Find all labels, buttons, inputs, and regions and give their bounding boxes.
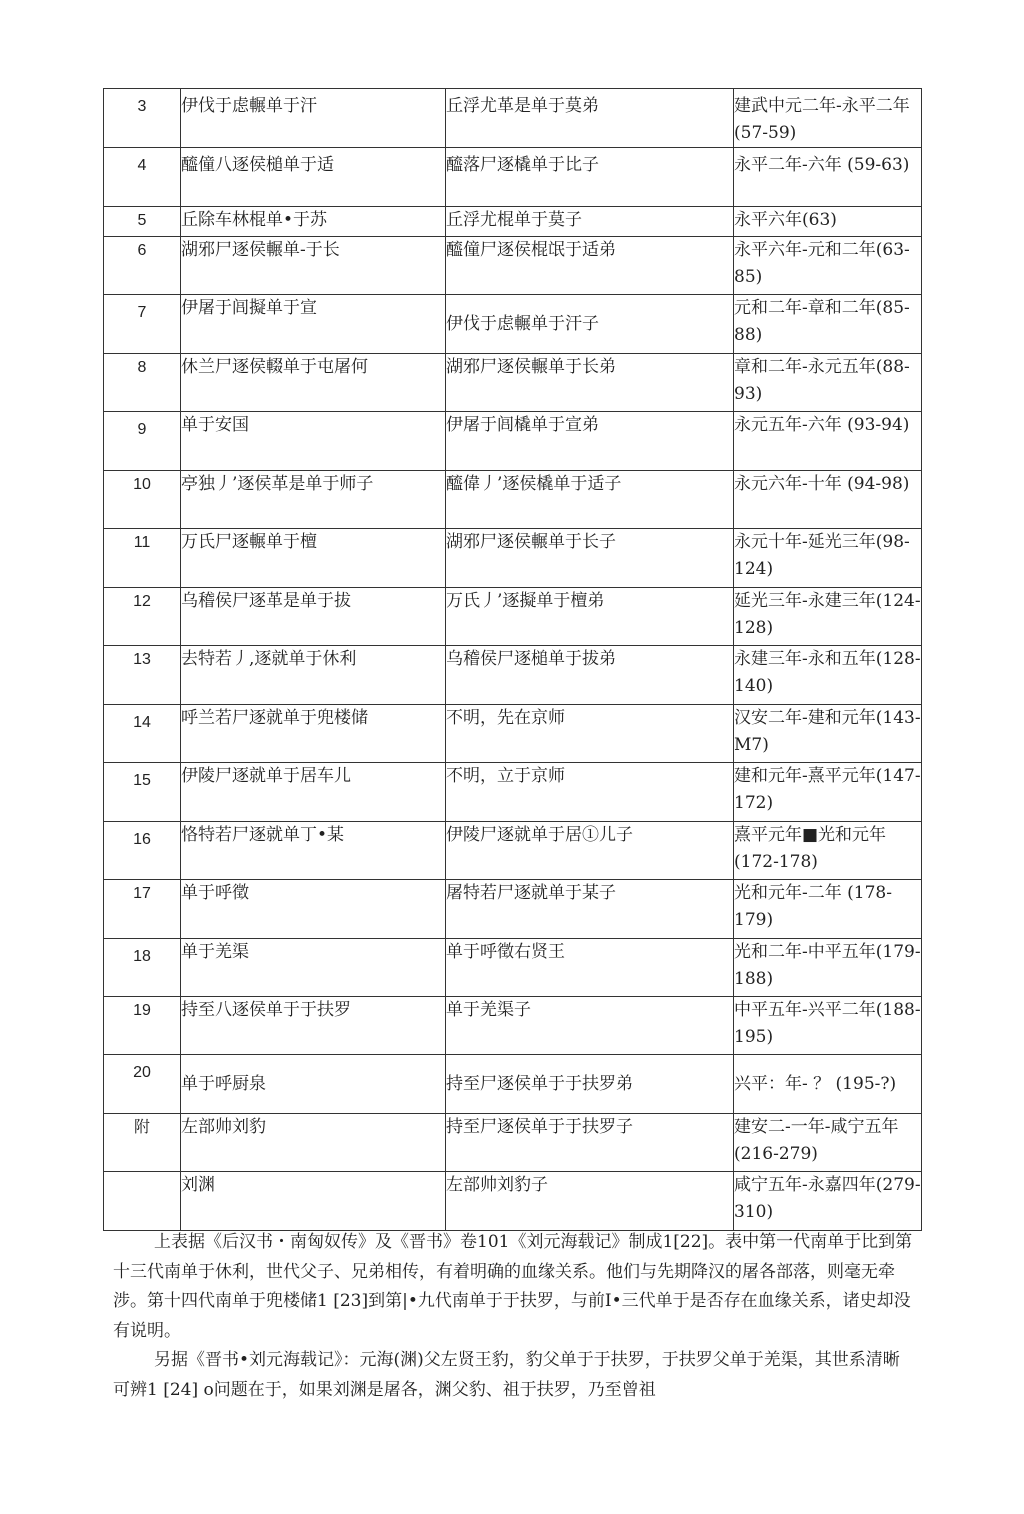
reign-period: 兴平：年- ？ (195-?) bbox=[734, 1055, 922, 1114]
row-number: 13 bbox=[104, 646, 181, 705]
reign-period: 建和元年-熹平元年(147-172) bbox=[734, 763, 922, 822]
relation: 左部帅刘豹子 bbox=[446, 1172, 734, 1231]
row-number: 3 bbox=[104, 89, 181, 148]
table-row bbox=[104, 529, 922, 588]
relation: 持至尸逐侯单于于扶罗子 bbox=[446, 1114, 734, 1172]
relation: 不明，立于京师 bbox=[446, 763, 734, 822]
chanyu-name: 休兰尸逐侯輟单于屯屠何 bbox=[181, 354, 446, 412]
table-row bbox=[104, 763, 922, 822]
row-number: 9 bbox=[104, 412, 181, 471]
table-row bbox=[104, 1172, 922, 1231]
table-row bbox=[104, 354, 922, 412]
row-number: 4 bbox=[104, 148, 181, 207]
row-number: 11 bbox=[104, 529, 181, 588]
relation: 丘浮尤革是单于莫弟 bbox=[446, 89, 734, 148]
row-number: 6 bbox=[104, 237, 181, 295]
relation: 湖邪尸逐侯輾单于长子 bbox=[446, 529, 734, 588]
relation: 伊伐于虑輾单于汗子 bbox=[446, 295, 734, 354]
table-row bbox=[104, 880, 922, 939]
relation: 醯偉丿’逐侯橇单于适子 bbox=[446, 471, 734, 529]
reign-period: 永平六年-元和二年(63-85) bbox=[734, 237, 922, 295]
chanyu-name: 伊伐于虑輾单于汗 bbox=[181, 89, 446, 148]
relation: 醯僮尸逐侯棍氓于适弟 bbox=[446, 237, 734, 295]
reign-period: 延光三年-永建三年(124-128) bbox=[734, 588, 922, 646]
table-row bbox=[104, 471, 922, 529]
reign-period: 永平二年-六年 (59-63) bbox=[734, 148, 922, 207]
row-number: 8 bbox=[104, 354, 181, 412]
row-number: 17 bbox=[104, 880, 181, 939]
table-row bbox=[104, 997, 922, 1055]
row-number: 10 bbox=[104, 471, 181, 529]
reign-period: 永建三年-永和五年(128-140) bbox=[734, 646, 922, 705]
reign-period: 永元五年-六年 (93-94) bbox=[734, 412, 922, 471]
chanyu-name: 醯僮八逐侯槌单于适 bbox=[181, 148, 446, 207]
row-number: 20 bbox=[104, 1055, 181, 1114]
chanyu-name: 单于呼徵 bbox=[181, 880, 446, 939]
body-text bbox=[113, 1228, 913, 1405]
chanyu-name: 伊屠于闾擬单于宣 bbox=[181, 295, 446, 354]
row-number: 16 bbox=[104, 822, 181, 880]
relation: 伊陵尸逐就单于居①儿子 bbox=[446, 822, 734, 880]
reign-period: 章和二年-永元五年(88-93) bbox=[734, 354, 922, 412]
chanyu-name: 丘除车林棍单•于苏 bbox=[181, 207, 446, 237]
chanyu-name: 去特若丿,逐就单于休利 bbox=[181, 646, 446, 705]
table-row bbox=[104, 148, 922, 207]
chanyu-name: 单于安国 bbox=[181, 412, 446, 471]
chanyu-name: 恪特若尸逐就单丁•某 bbox=[181, 822, 446, 880]
relation: 伊屠于闾橇单于宣弟 bbox=[446, 412, 734, 471]
row-number: 18 bbox=[104, 939, 181, 997]
row-number: 14 bbox=[104, 705, 181, 763]
table-row bbox=[104, 646, 922, 705]
chanyu-name: 持至八逐侯单于于扶罗 bbox=[181, 997, 446, 1055]
chanyu-name: 刘渊 bbox=[181, 1172, 446, 1231]
reign-period: 光和元年-二年 (178-179) bbox=[734, 880, 922, 939]
table-row bbox=[104, 939, 922, 997]
reign-period: 永元十年-延光三年(98-124) bbox=[734, 529, 922, 588]
row-number: 15 bbox=[104, 763, 181, 822]
reign-period: 建安二-一年-咸宁五年(216-279) bbox=[734, 1114, 922, 1172]
relation: 醯落尸逐橇单于比子 bbox=[446, 148, 734, 207]
row-number: 附 bbox=[104, 1114, 181, 1172]
reign-period: 永元六年-十年 (94-98) bbox=[734, 471, 922, 529]
reign-period: 建武中元二年-永平二年(57-59) bbox=[734, 89, 922, 148]
chanyu-name: 伊陵尸逐就单于居车儿 bbox=[181, 763, 446, 822]
relation: 单于呼徵右贤王 bbox=[446, 939, 734, 997]
chanyu-name: 湖邪尸逐侯輾单-于长 bbox=[181, 237, 446, 295]
row-number: 7 bbox=[104, 295, 181, 354]
paragraph-jinshu-lineage: 另据《晋书•刘元海载记》：元海(渊)父左贤王豹，豹父单于于扶罗，于扶罗父单于羌渠，其世系清晰可辨1 [24] o问题在于，如果刘渊是屠各，渊父豹、祖于扶罗，乃至曾祖 bbox=[113, 1350, 900, 1400]
table-row bbox=[104, 207, 922, 237]
reign-period: 永平六年(63) bbox=[734, 207, 922, 237]
reign-period: 汉安二年-建和元年(143-M7) bbox=[734, 705, 922, 763]
reign-period: 中平五年-兴平二年(188-195) bbox=[734, 997, 922, 1055]
relation: 屠特若尸逐就单于某子 bbox=[446, 880, 734, 939]
chanyu-name: 左部帅刘豹 bbox=[181, 1114, 446, 1172]
chanyu-name: 亭独丿’逐侯革是单于师子 bbox=[181, 471, 446, 529]
paragraph-table-source: 上表据《后汉书・南匈奴传》及《晋书》卷101《刘元海载记》制成1[22]。表中第一代南单于比到第十三代南单于休利，世代父子、兄弟相传，有着明确的血缘关系。他们与先期降汉的屠各部落，则毫无牵涉。第十四代南单于兜楼储1 [23]到第|•九代南单于于扶罗，与前I•三代单于是否存在血缘关系，诸史却没有说明。 bbox=[113, 1232, 913, 1341]
relation: 万氏丿’逐擬单于檀弟 bbox=[446, 588, 734, 646]
table-row bbox=[104, 412, 922, 471]
table-row bbox=[104, 1114, 922, 1172]
relation: 单于羌渠子 bbox=[446, 997, 734, 1055]
chanyu-name: 单于羌渠 bbox=[181, 939, 446, 997]
succession-table bbox=[103, 88, 922, 1231]
chanyu-name: 单于呼厨泉 bbox=[181, 1055, 446, 1114]
relation: 持至尸逐侯单于于扶罗弟 bbox=[446, 1055, 734, 1114]
table-row bbox=[104, 705, 922, 763]
reign-period: 熹平元年■光和元年(172-178) bbox=[734, 822, 922, 880]
table-row bbox=[104, 89, 922, 148]
reign-period: 光和二年-中平五年(179-188) bbox=[734, 939, 922, 997]
reign-period: 元和二年-章和二年(85-88) bbox=[734, 295, 922, 354]
reign-period: 咸宁五年-永嘉四年(279-310) bbox=[734, 1172, 922, 1231]
table-row bbox=[104, 295, 922, 354]
table-row bbox=[104, 237, 922, 295]
row-number: 19 bbox=[104, 997, 181, 1055]
row-number: 5 bbox=[104, 207, 181, 237]
chanyu-name: 万氏尸逐輾单于檀 bbox=[181, 529, 446, 588]
chanyu-name: 呼兰若尸逐就单于兜楼储 bbox=[181, 705, 446, 763]
table-row bbox=[104, 1055, 922, 1114]
chanyu-name: 乌稽侯尸逐革是单于拔 bbox=[181, 588, 446, 646]
row-number: 12 bbox=[104, 588, 181, 646]
table-row bbox=[104, 588, 922, 646]
row-number bbox=[104, 1172, 181, 1231]
relation: 湖邪尸逐侯輾单于长弟 bbox=[446, 354, 734, 412]
relation: 不明，先在京师 bbox=[446, 705, 734, 763]
relation: 乌稽侯尸逐槌单于拔弟 bbox=[446, 646, 734, 705]
relation: 丘浮尤棍单于莫子 bbox=[446, 207, 734, 237]
table-row bbox=[104, 822, 922, 880]
